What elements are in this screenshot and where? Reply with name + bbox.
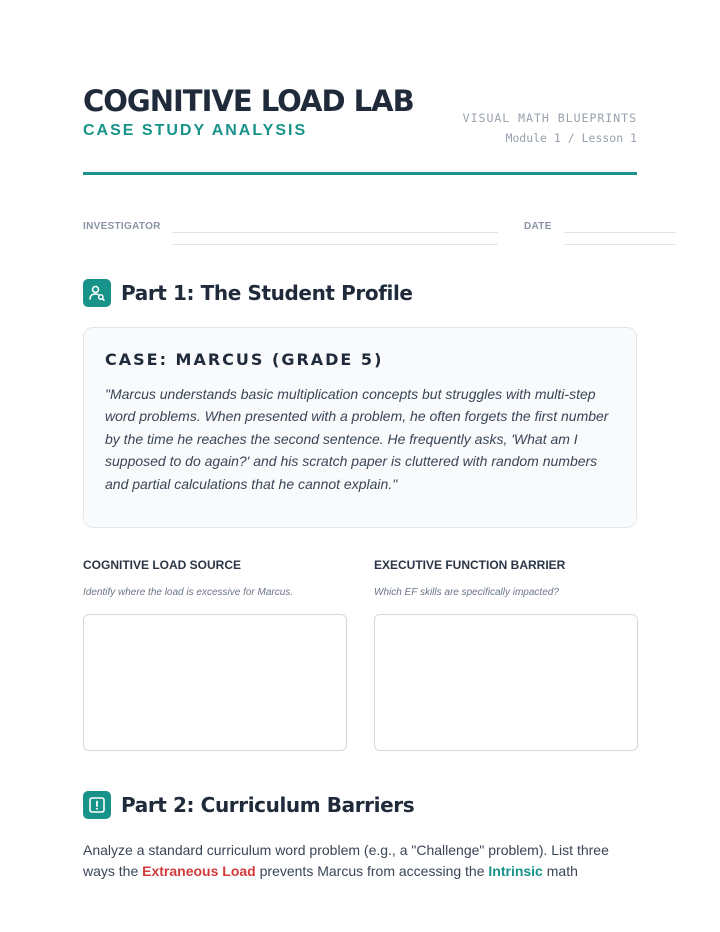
ef-barrier-prompt: Which EF skills are specifically impacted? <box>374 587 559 598</box>
ef-barrier-heading: EXECUTIVE FUNCTION BARRIER <box>374 558 566 572</box>
case-description: "Marcus understands basic multiplication concepts but struggles with multi-step word problems. When presented with a problem, he often forgets the first number by the time he reaches the second sentence. He frequently asks, 'What am I supposed to do again?' and his scratch paper is cluttered with random numbers and partial calculations that he cannot explain." <box>105 386 609 492</box>
intrinsic-term: Intrinsic <box>488 863 543 879</box>
part1-heading <box>83 279 413 307</box>
header-meta <box>463 108 637 148</box>
load-source-prompt: Identify where the load is excessive for Marcus. <box>83 587 294 598</box>
header-divider <box>83 172 637 175</box>
part2-instructions <box>83 840 643 882</box>
part1-title: Part 1: The Student Profile <box>121 281 413 305</box>
brand-label: VISUAL MATH BLUEPRINTS <box>462 111 637 125</box>
date-field[interactable] <box>564 232 676 245</box>
case-card <box>83 327 637 528</box>
user-search-icon <box>83 279 111 307</box>
investigator-label: INVESTIGATOR <box>83 221 161 232</box>
page-subtitle: CASE STUDY ANALYSIS <box>83 122 308 139</box>
ef-barrier-answer-box[interactable] <box>374 614 638 751</box>
part2-title: Part 2: Curriculum Barriers <box>121 793 415 817</box>
part2-text-mid: prevents Marcus from accessing the <box>255 863 489 879</box>
part2-text-start: Analyze a standard curriculum word problem (e.g., a "Challenge" problem). List three ways the <box>83 842 609 879</box>
page-header <box>83 84 637 176</box>
load-source-answer-box[interactable] <box>83 614 347 751</box>
module-label: Module 1 / Lesson 1 <box>505 131 637 145</box>
part2-text-end: math <box>542 863 578 879</box>
extraneous-load-term: Extraneous Load <box>142 863 256 879</box>
alert-square-icon <box>83 791 111 819</box>
date-label: DATE <box>524 221 552 232</box>
page-title: COGNITIVE LOAD LAB <box>83 84 414 118</box>
investigator-field[interactable] <box>172 232 498 245</box>
case-title: CASE: MARCUS (GRADE 5) <box>105 350 384 369</box>
part2-heading <box>83 791 414 819</box>
load-source-heading: COGNITIVE LOAD SOURCE <box>83 558 242 572</box>
